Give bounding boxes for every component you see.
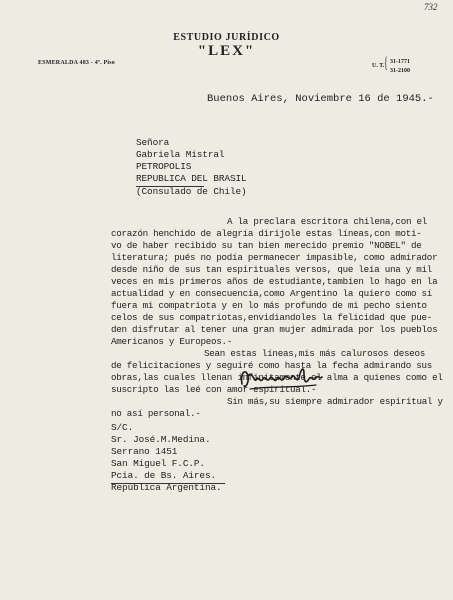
body-line: no así personal.- [111,408,201,419]
recipient-line: PETROPOLIS [136,161,192,172]
handwritten-signature [236,362,328,398]
archive-number: 732 [424,2,438,12]
body-line: de felicitaciones y seguiré como hasta la fecha admirando sus [111,360,433,371]
body-line: Sin más,su siempre admirador espiritual y [227,396,443,407]
date-line: Buenos Aires, Noviembre 16 de 1945.- [207,93,434,105]
firm-address: ESMERALDA 483 - 4º. Piso [38,60,115,66]
sender-line: San Miguel F.C.P. [111,458,205,469]
body-line: desde niño de sus tan espirituales versos, que leía una y mil [111,264,433,275]
sender-line: Pcia. de Bs. Aires. [111,470,216,481]
body-line: obras,las cuales llenan infinitamente el alma a quienes como el [111,372,443,383]
body-line: Americanos y Europeos.- [111,336,233,347]
body-line: den disfrutar al tener una gran mujer admirada por los pueblos [111,324,438,335]
recipient-line: (Consulado de Chile) [136,186,247,197]
body-line: actualidad y en consecuencia,como Argentino la quiero como si [111,288,433,299]
body-line: vo de haber recibido su tan bien merecido premio "NOBEL" de [111,240,422,251]
phone-number: 31-1771 [390,59,410,65]
firm-name: ESTUDIO JURÍDICO [173,32,280,43]
phone-number: 31-2100 [390,68,410,74]
sender-line: Sr. José.M.Medina. [111,434,211,445]
body-line: Sean estas líneas,mis más calurosos deseos [204,348,426,359]
body-line: celos de sus compatriotas,envidiandoles la felicidad que pue- [111,312,433,323]
body-line: veces en mis primeros años de estudiante,tambien lo hago en la [111,276,438,287]
body-line: fuera mi compatriota y en lo más profundo de mi pecho siento [111,300,427,311]
phone-brace: { [384,55,388,72]
body-line: suscripto las leé con amor espiritual.- [111,384,317,395]
body-line: corazón henchido de alegría dirijole estas líneas,con moti- [111,228,422,239]
recipient-line: Gabriela Mistral [136,149,225,160]
phone-label: U. T. [372,63,385,69]
firm-brand: "LEX" [197,43,256,59]
body-line: literatura; pués no podía permanecer impasible, como admirador [111,252,438,263]
body-line: A la preclara escritora chilena,con el [227,216,428,227]
sender-line: S/C. [111,422,134,433]
recipient-line: Señora [136,137,170,148]
sender-line: Serrano 1451 [111,446,178,457]
recipient-line: REPUBLICA DEL BRASIL [136,173,247,184]
sender-line: República Argentina. [111,482,222,493]
